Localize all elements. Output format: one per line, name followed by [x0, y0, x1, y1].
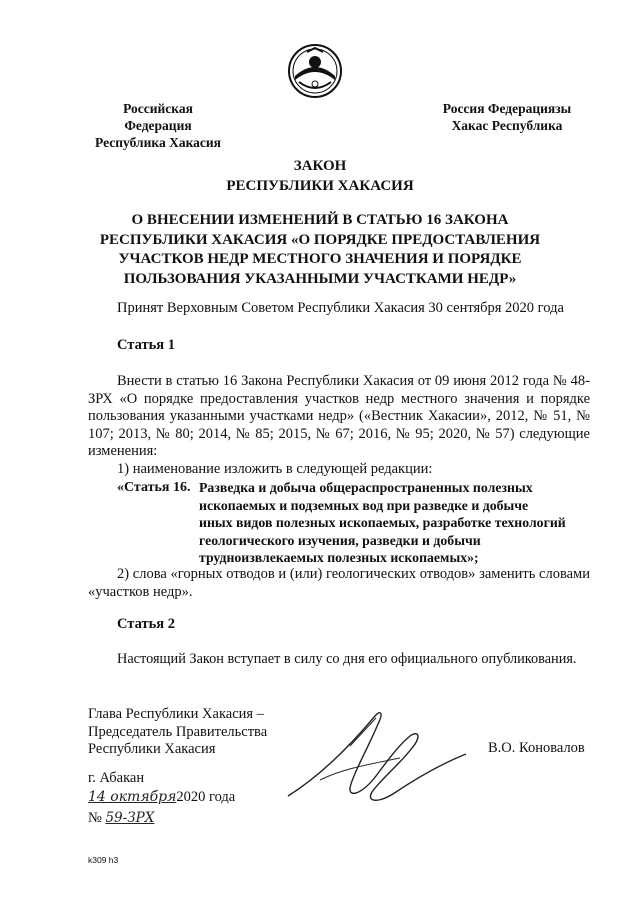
document-subject: [0, 211, 640, 289]
subject-line2: РЕСПУБЛИКИ ХАКАСИЯ «О ПОРЯДКЕ ПРЕДОСТАВЛЕНИЯ: [99, 231, 541, 248]
adopted-line: Принят Верховным Советом Республики Хакасия 30 сентября 2020 года: [117, 300, 564, 316]
city: г. Абакан: [88, 770, 145, 786]
header-right: [437, 100, 577, 134]
quote-line2: ископаемых и подземных вод при разведке и добыче: [199, 497, 529, 513]
quote-text: [199, 479, 599, 567]
signature-drawing: [280, 706, 470, 816]
law-number: [88, 810, 154, 828]
title-line1: ЗАКОН: [293, 158, 347, 174]
article2-text: Настоящий Закон вступает в силу со дня его официального опубликования.: [117, 651, 577, 667]
quote-label: «Статья 16.: [117, 480, 191, 495]
position-line1: Глава Республики Хакасия –: [88, 706, 264, 722]
header-right-line2: Хакас Республика: [451, 118, 563, 133]
date-line: [88, 789, 268, 807]
quote-line3: иных видов полезных ископаемых, разработке технологий: [199, 515, 566, 530]
header-left: [88, 100, 228, 151]
number-prefix: №: [88, 810, 102, 826]
date-suffix: 2020 года: [176, 789, 236, 805]
header-left-line1: Российская Федерация: [123, 101, 193, 133]
document-title: [0, 156, 640, 196]
emblem: [287, 42, 343, 100]
position-line3: Республики Хакасия: [88, 741, 216, 757]
article1-intro: Внести в статью 16 Закона Республики Хакасия от 09 июня 2012 года № 48-ЗРХ «О порядке предоставления участков недр местного значения и порядке пользования указанными участками недр» («Вестник Хакасии», 2012, № 51, № 107; 2013, № 80; 2014, № 85; 2015, № 67; 2016, № 95; 2020, № 57) следующие изменения:: [88, 373, 590, 459]
article1-heading: Статья 1: [117, 337, 175, 353]
title-line2: РЕСПУБЛИКИ ХАКАСИЯ: [226, 178, 414, 194]
subject-line1: О ВНЕСЕНИИ ИЗМЕНЕНИЙ В СТАТЬЮ 16 ЗАКОНА: [131, 212, 509, 228]
subject-line3: УЧАСТКОВ НЕДР МЕСТНОГО ЗНАЧЕНИЯ И ПОРЯДКЕ: [118, 251, 522, 267]
number-handwritten: 59-ЗРХ: [105, 810, 155, 826]
date-handwritten: 14 октября: [88, 789, 177, 805]
quote-line4: геологического изучения, разведки и добычи: [199, 532, 481, 548]
header-left-line2: Республика Хакасия: [95, 135, 221, 150]
subject-line4: ПОЛЬЗОВАНИЯ УКАЗАННЫМИ УЧАСТКАМИ НЕДР»: [123, 270, 517, 287]
quote-line5: трудноизвлекаемых полезных ископаемых»;: [199, 550, 479, 565]
article1-item2: 2) слова «горных отводов и (или) геологических отводов» заменить словами «участков недр».: [88, 566, 590, 600]
republic-khakassia-coat-of-arms-icon: [287, 42, 343, 100]
handwritten-signature: [280, 706, 470, 816]
signatory-position: [88, 706, 308, 759]
position-line2: Председатель Правительства: [88, 723, 268, 740]
header-right-line1: Россия Федерациязы: [442, 101, 572, 116]
article2-heading: Статья 2: [117, 616, 175, 632]
article1-item1: 1) наименование изложить в следующей редакции:: [117, 461, 433, 477]
quote-line1: Разведка и добыча общераспространенных полезных: [199, 480, 533, 495]
signatory-name: В.О. Коновалов: [488, 740, 585, 756]
footer-code: k309 h3: [88, 855, 119, 865]
